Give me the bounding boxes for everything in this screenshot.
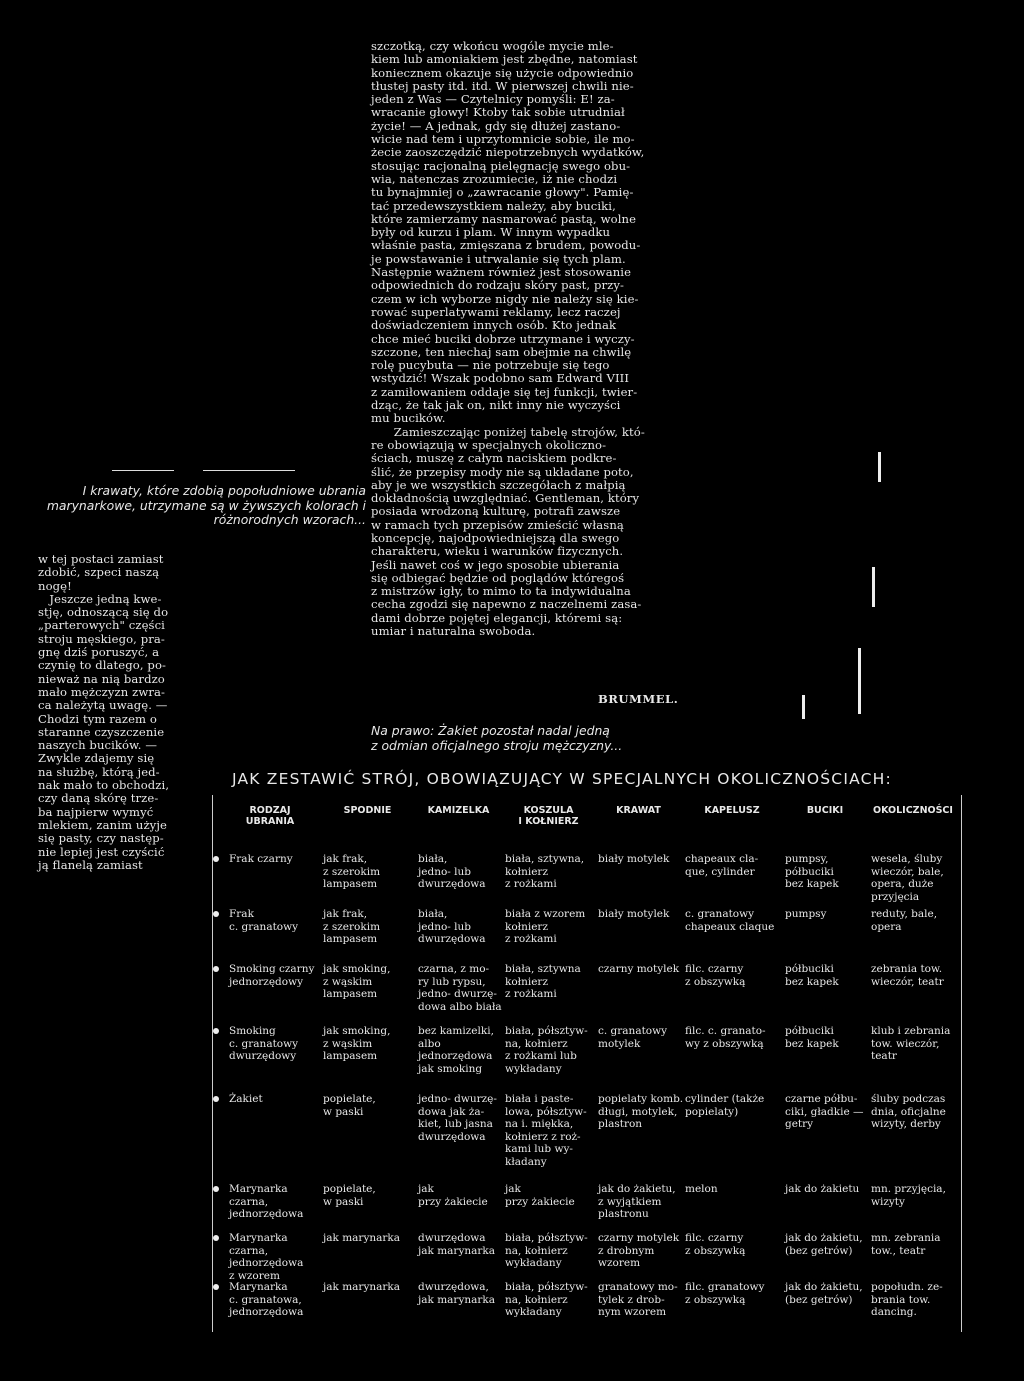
table-cell: pumpsy [785, 908, 827, 920]
text-line: naszych bucików. — [38, 738, 158, 753]
text-line: je powstawanie i utrwalanie się tych plam. [371, 251, 626, 266]
text-line: wracanie głowy! Ktoby tak sobie utrudniał [371, 105, 625, 120]
row-bullet [213, 966, 219, 972]
table-cell: zebrania tow. wieczór, teatr [871, 963, 944, 988]
text-line: szczone, ten niechaj sam obejmie na chwilę [371, 344, 632, 359]
text-line: rować superlatywami reklamy, lecz raczej [371, 304, 621, 319]
table-cell: Smoking c. granatowy dwurzędowy [229, 1025, 299, 1062]
row-bullet [213, 1186, 219, 1192]
table-cell: filc. czarny z obszywką [685, 963, 746, 988]
table-cell: czarny motylek z drobnym wzorem [598, 1232, 680, 1269]
text-line: czynię to dlatego, po- [38, 658, 167, 673]
text-line: ba najpierw wymyć [38, 804, 154, 819]
text-line: Chodzi tym razem o [38, 711, 158, 726]
table-cell: czarna, z mo- ry lub rypsu, jedno- dwurzę- dowa albo biała [418, 963, 502, 1013]
text-line: rolę pucybuta — nie potrzebuje się tego [371, 358, 610, 373]
table-cell: jak do żakietu, (bez getrów) [785, 1281, 863, 1306]
text-line: staranne czyszczenie [38, 724, 165, 739]
divider [112, 470, 174, 471]
table-cell: półbuciki bez kapek [785, 963, 839, 988]
table-cell: filc. czarny z obszywką [685, 1232, 746, 1257]
text-line: ściach, muszę z całym naciskiem podkre- [371, 451, 617, 466]
text-line: na służbę, którą jed- [38, 764, 160, 779]
table-cell: jak marynarka [323, 1232, 401, 1244]
table-cell: jak do żakietu [785, 1183, 860, 1195]
table-cell: chapeaux cla- que, cylinder [685, 853, 759, 878]
text-line: nogę! [38, 578, 72, 593]
table-cell: biała i paste- lowa, półsztyw- na i. miękka, kołnierz z roż- kami lub wy- kładany [505, 1093, 587, 1168]
table-cell: bez kamizelki, albo jednorzędowa jak smoking [418, 1025, 494, 1075]
column-header: BUCIKI [806, 805, 844, 816]
text-line: ca należytą uwagę. — [38, 698, 168, 713]
photo-edge [872, 567, 875, 607]
photo-edge [878, 452, 881, 482]
text-line: chce mieć buciki dobrze utrzymane i wyczy- [371, 331, 635, 346]
text-line: odpowiednich do rodzaju skóry past, przy- [371, 278, 625, 293]
table-cell: biała, sztywna kołnierz z rożkami [505, 963, 581, 1000]
table-cell: jak frak, z szerokim lampasem [323, 908, 381, 945]
text-line: Następnie ważnem również jest stosowanie [371, 265, 632, 280]
table-cell: biały motylek [598, 853, 670, 865]
text-line: nak mało to obchodzi, [38, 778, 170, 793]
table-cell: dwurzędowa, jak marynarka [418, 1281, 496, 1306]
text-line: z mistrzów igły, to mimo to ta indywidualna [371, 584, 631, 599]
table-cell: jak przy żakiecie [418, 1183, 488, 1208]
text-line: szczotką, czy wkońcu wogóle mycie mle- [371, 39, 614, 53]
table-cell: Marynarka czarna, jednorzędowa z wzorem [229, 1232, 304, 1282]
text-line: Jeszcze jedną kwe- [38, 591, 162, 606]
table-cell: jedno- dwurzę- dowa jak ża- kiet, lub jasna dwurzędowa [418, 1093, 497, 1143]
text-line: które zamierzamy nasmarować pastą, wolne [371, 211, 637, 226]
table-cell: czarny motylek [598, 963, 680, 975]
text-line: zdobić, szpeci naszą [38, 565, 160, 580]
row-bullet [213, 1028, 219, 1034]
text-line: były od kurzu i plam. W innym wypadku [371, 225, 611, 240]
table-cell: dwurzędowa jak marynarka [418, 1232, 496, 1257]
text-line: mlekiem, zanim użyje [38, 817, 167, 832]
table-cell: jak frak, z szerokim lampasem [323, 853, 381, 890]
text-line: dokładnością uwzględniać. Gentleman, który [371, 491, 640, 506]
column-header: KRAWAT [616, 805, 661, 816]
table-cell: biała, jedno- lub dwurzędowa [418, 908, 486, 945]
table-title: JAK ZESTAWIĆ STRÓJ, OBOWIĄZUJĄCY W SPECJALNYCH OKOLICZNOŚCIACH: [232, 770, 892, 788]
text-line: nieważ na nią bardzo [38, 671, 165, 686]
text-line: doświadczeniem innych osób. Kto jednak [371, 318, 617, 333]
text-line: stję, odnoszącą się do [38, 605, 169, 620]
text-line: właśnie pasta, zmięszana z brudem, powodu- [371, 238, 641, 253]
text-line: Jeśli nawet coś w jego sposobie ubierania [371, 557, 620, 572]
text-line: wicie nad tem i uprzytomnicie sobie, ile mo- [371, 132, 635, 147]
text-line: stroju męskiego, pra- [38, 631, 165, 646]
table-cell: biała, półsztyw- na, kołnierz wykładany [505, 1232, 588, 1269]
text-line: koncepcję, najodpowiedniejszą dla swego [371, 530, 620, 545]
text-line: w tej postaci zamiast [38, 552, 164, 566]
text-line: żecie zaoszczędzić niepotrzebnych wydatków, [371, 145, 645, 160]
text-line: jeden z Was — Czytelnicy pomyśli: E! za- [371, 92, 615, 107]
row-bullet [213, 856, 219, 862]
caption-left: I krawaty, które zdobią popołudniowe ubrania marynarkowe, utrzymane są w żywszych kolorach i różnorodnych wzorach... [46, 483, 366, 527]
column-header: KOSZULA I KOŁNIERZ [518, 805, 579, 827]
table-cell: jak smoking, z wąskim lampasem [323, 963, 391, 1000]
text-line: charakteru, wieku i warunków fizycznych. [371, 544, 624, 559]
table-cell: Marynarka c. granatowa, jednorzędowa [229, 1281, 304, 1318]
table-cell: pumpsy, półbuciki bez kapek [785, 853, 839, 890]
table-cell: popołudn. ze- brania tow. dancing. [871, 1281, 943, 1318]
table-cell: jak marynarka [323, 1281, 401, 1293]
table-cell: cylinder (także popielaty) [685, 1093, 765, 1118]
table-cell: biała, jedno- lub dwurzędowa [418, 853, 486, 890]
text-line: re obowiązują w specjalnych okoliczno- [371, 437, 607, 452]
text-line: ją flanelą zamiast [38, 857, 143, 872]
text-line: dami dobrze pojętej elegancji, któremi są: [371, 610, 623, 625]
table-cell: jak smoking, z wąskim lampasem [323, 1025, 391, 1062]
column-header: KAMIZELKA [427, 805, 490, 816]
column-header: KAPELUSZ [704, 805, 760, 816]
text-line: w ramach tych przepisów zmieścić własną [371, 517, 624, 532]
table-cell: czarne półbu- ciki, gładkie — getry [785, 1093, 864, 1130]
table-cell: biała, półsztyw- na, kołnierz wykładany [505, 1281, 588, 1318]
table-cell: Żakiet [229, 1093, 263, 1105]
text-line: się pasty, czy następ- [38, 831, 164, 846]
photo-edge [858, 648, 861, 714]
table-cell: mn. przyjęcia, wizyty [871, 1183, 946, 1208]
table-cell: Frak c. granatowy [229, 908, 299, 933]
text-line: tać przedewszystkiem należy, aby buciki, [371, 198, 616, 213]
text-line: cecha zgodzi się napewno z naczelnemi zasa- [371, 597, 642, 612]
row-bullet [213, 911, 219, 917]
row-bullet [213, 1284, 219, 1290]
table-cell: biała, sztywna, kołnierz z rożkami [505, 853, 585, 890]
text-line: tu bynajmniej o „zawracanie głowy". Pamię- [371, 185, 634, 200]
divider [203, 470, 295, 471]
table-cell: biała, półsztyw- na, kołnierz z rożkami lub wykładany [505, 1025, 588, 1075]
text-line: stosując racjonalną pielęgnację swego obu- [371, 158, 631, 173]
table-cell: biały motylek [598, 908, 670, 920]
text-line: się odbiegać będzie od poglądów któregoś [371, 570, 625, 585]
text-line: aby je we wszystkich szczegółach z małpią [371, 477, 626, 492]
table-cell: jak do żakietu, z wyjątkiem plastronu [598, 1183, 676, 1220]
text-line: nie lepiej jest czyścić [38, 844, 165, 859]
table-cell: popielaty komb. długi, motylek, plastron [598, 1093, 684, 1130]
article-left-column [38, 553, 169, 872]
text-line: mu bucików. [371, 411, 446, 426]
table-cell: popielate, w paski [323, 1183, 376, 1208]
table-cell: melon [685, 1183, 718, 1195]
author-signature: BRUMMEL. [598, 692, 679, 706]
text-line: wstydzić! Wszak podobno sam Edward VIII [371, 371, 630, 386]
table-cell: Frak czarny [229, 853, 293, 865]
text-line: „parterowych" części [38, 618, 165, 633]
outfit-table [212, 795, 962, 1332]
article-right-column [371, 40, 645, 638]
text-line: z zamiłowaniem oddaje się tej funkcji, twier- [371, 384, 638, 399]
table-cell: c. granatowy motylek [598, 1025, 668, 1050]
table-cell: c. granatowy chapeaux claque [685, 908, 775, 933]
text-line: czy daną skórę trze- [38, 791, 159, 806]
text-line: ślić, że przepisy mody nie są układane poto, [371, 464, 634, 479]
table-cell: jak przy żakiecie [505, 1183, 575, 1208]
table-cell: jak do żakietu, (bez getrów) [785, 1232, 863, 1257]
table-cell: reduty, bale, opera [871, 908, 938, 933]
text-line: posiada wrodzoną kulturę, potrafi zawsze [371, 504, 621, 519]
text-line: Zwykle zdajemy się [38, 751, 155, 766]
table-cell: biała z wzorem kołnierz z rożkami [505, 908, 586, 945]
table-cell: Smoking czarny jednorzędowy [229, 963, 315, 988]
text-line: czem w ich wyborze nigdy nie należy się kie- [371, 291, 639, 306]
column-header: SPODNIE [343, 805, 392, 816]
column-header: RODZAJ UBRANIA [245, 805, 295, 827]
table-cell: mn. zebrania tow., teatr [871, 1232, 941, 1257]
text-line: mało mężczyzn zwra- [38, 684, 166, 699]
text-line: tłustej pasty itd. itd. W pierwszej chwili nie- [371, 78, 634, 93]
row-bullet [213, 1096, 219, 1102]
text-line: dząc, że tak jak on, nikt inny nie wyczyści [371, 398, 621, 413]
text-line: umiar i naturalna swoboda. [371, 624, 536, 639]
table-cell: wesela, śluby wieczór, bale, opera, duże przyjęcia [871, 853, 944, 903]
photo-edge [802, 695, 805, 719]
table-cell: filc. c. granato- wy z obszywką [685, 1025, 766, 1050]
caption-right: Na prawo: Żakiet pozostał nadal jedną z odmian oficjalnego stroju mężczyzny... [371, 723, 623, 753]
text-line: koniecznem okazuje się użycie odpowiednio [371, 65, 634, 80]
row-bullet [213, 1235, 219, 1241]
table-cell: granatowy mo- tylek z drob- nym wzorem [598, 1281, 678, 1318]
column-header: OKOLICZNOŚCI [873, 805, 953, 816]
table-cell: śluby podczas dnia, oficjalne wizyty, derby [871, 1093, 946, 1130]
text-line: gnę dziś poruszyć, a [38, 645, 160, 660]
text-line: Zamieszczając poniżej tabelę strojów, któ- [371, 424, 645, 439]
table-cell: klub i zebrania tow. wieczór, teatr [871, 1025, 951, 1062]
text-line: kiem lub amoniakiem jest zbędne, natomiast [371, 52, 638, 67]
text-line: życie! — A jednak, gdy się dłużej zastano- [371, 118, 621, 133]
table-cell: Marynarka czarna, jednorzędowa [229, 1183, 304, 1220]
table-cell: popielate, w paski [323, 1093, 376, 1118]
text-line: wia, natenczas zrozumiecie, iż nie chodzi [371, 171, 618, 186]
table-cell: półbuciki bez kapek [785, 1025, 839, 1050]
table-cell: filc. granatowy z obszywką [685, 1281, 765, 1306]
